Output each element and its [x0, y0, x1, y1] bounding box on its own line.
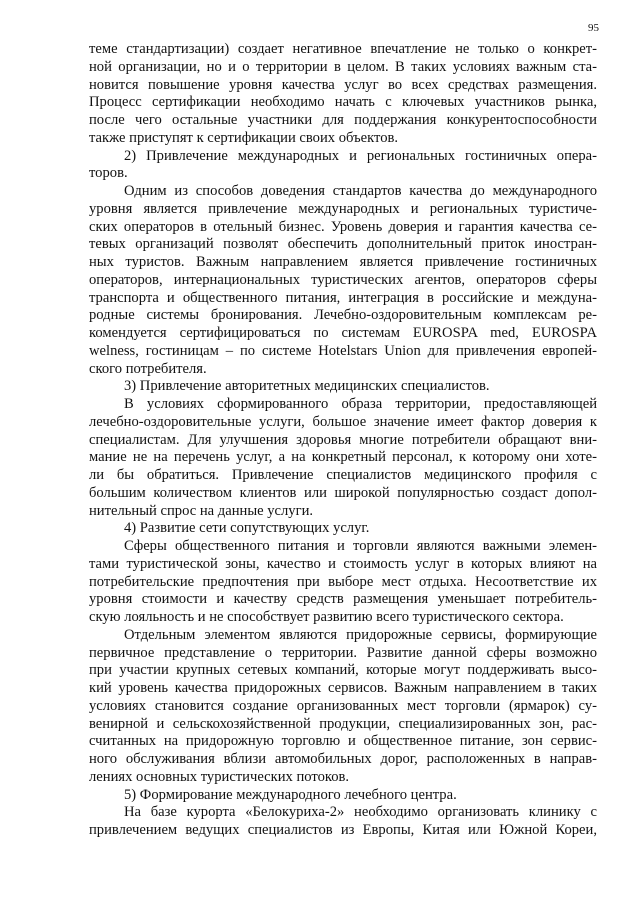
page-number: 95 [588, 22, 599, 34]
text-line: 2) Привлечение международных и региональных гостиничных опера- [124, 147, 597, 164]
text-line: венирной и сельскохозяйственной продукции, специализированных зон, рас- [89, 715, 597, 732]
text-line: Отдельным элементом являются придорожные сервисы, формирующие [124, 626, 597, 643]
text-line: торов. [89, 165, 128, 182]
text-line: Сферы общественного питания и торговли являются важными элемен- [124, 538, 597, 554]
text-line: специалистам. Для улучшения здоровья многие потребители обращают вни- [89, 431, 597, 448]
text-line: теме стандартизации) создает негативное впечатление не только о конкрет- [89, 41, 597, 57]
text-line: первичное представление о территории. Развитие данной сферы возможно [89, 644, 597, 661]
text-line: Процесс сертификации необходимо начать с ключевых участников рынка, [89, 94, 597, 111]
text-line: скую лояльность и не способствует развитию всего туристического сектора. [89, 609, 564, 625]
text-line: нительный спрос на данные услуги. [89, 502, 314, 519]
text-line: ского потребителя. [89, 360, 207, 377]
text-line: новится повышение уровня качества услуг во всех средствах размещения. [89, 76, 597, 93]
text-line: ной организации, но и о территории в целом. В таких условиях важным ста- [89, 58, 597, 75]
text-line: 4) Развитие сети сопутствующих услуг. [124, 520, 370, 537]
text-line: ли бы обратиться. Привлечение специалистов медицинского профиля с [89, 467, 597, 483]
text-line: условиях становится создание организованных мест торговли (ярмарок) су- [89, 697, 597, 714]
text-line: тевых организаций позволят обеспечить дополнительный приток иностран- [89, 236, 597, 253]
text-line: комендуется сертифицироваться по системам EUROSPA med, EUROSPA [89, 325, 597, 341]
text-line: 3) Привлечение авторитетных медицинских специалистов. [124, 378, 490, 395]
text-line: В условиях сформированного образа территории, предоставляющей [124, 396, 597, 412]
text-line: тами туристической зоны, качество и стоимость услуг в которых влияют на [89, 555, 597, 572]
text-line: лечебно-оздоровительные услуги, большое значение имеет фактор доверия к [89, 413, 597, 430]
text-line: считанных на придорожную торговлю и общественное питание, зон сервис- [89, 733, 597, 750]
text-line: также приступят к сертификации своих объектов. [89, 129, 399, 146]
text-line: Одним из способов доведения стандартов качества до международного [124, 183, 597, 199]
text-line: уровня стоимости и качеству средств размещения уменьшает потребитель- [89, 591, 597, 608]
text-line: мание не на перечень услуг, а на конкретный персонал, к которому они хоте- [89, 449, 597, 466]
text-line: операторов, интернациональных туристических агентов, операторов сферы [89, 271, 597, 288]
text-line: уровня является привлечение международных и региональных туристиче- [89, 200, 597, 217]
text-line: лениях основных туристических потоков. [89, 768, 350, 785]
text-line: welness, гостиницам – по системе Hotelstars Union для привлечения европей- [89, 342, 597, 359]
text-line: потребительские предпочтения при выборе мест отдыха. Несоответствие их [89, 573, 597, 590]
text-line: большим количеством клиентов или широкой популярностью создаст допол- [89, 484, 597, 501]
text-line: ских операторов в отельный бизнес. Уровень доверия и гарантия качества се- [89, 218, 597, 235]
text-line: после чего остальные участники для поддержания конкурентоспособности [89, 112, 597, 128]
text-line: кий уровень качества придорожных сервисов. Важным направлением в таких [89, 680, 597, 696]
page-body [89, 41, 597, 840]
text-line: привлечением ведущих специалистов из Европы, Китая или Южной Кореи, [89, 822, 597, 838]
text-line: родные системы бронирования. Лечебно-оздоровительным комплексам ре- [89, 307, 597, 324]
text-line: при участии крупных сетевых компаний, которые могут поддерживать высо- [89, 662, 597, 679]
text-line: На базе курорта «Белокуриха-2» необходимо организовать клинику с [124, 804, 597, 821]
text-line: ного обслуживания вблизи автомобильных дорог, расположенных в направ- [89, 751, 597, 767]
text-line: 5) Формирование международного лечебного центра. [124, 786, 457, 803]
text-line: ных туристов. Важным направлением является привлечение гостиничных [89, 254, 597, 270]
text-line: транспорта и общественного питания, интеграция в российские и междуна- [89, 289, 597, 306]
